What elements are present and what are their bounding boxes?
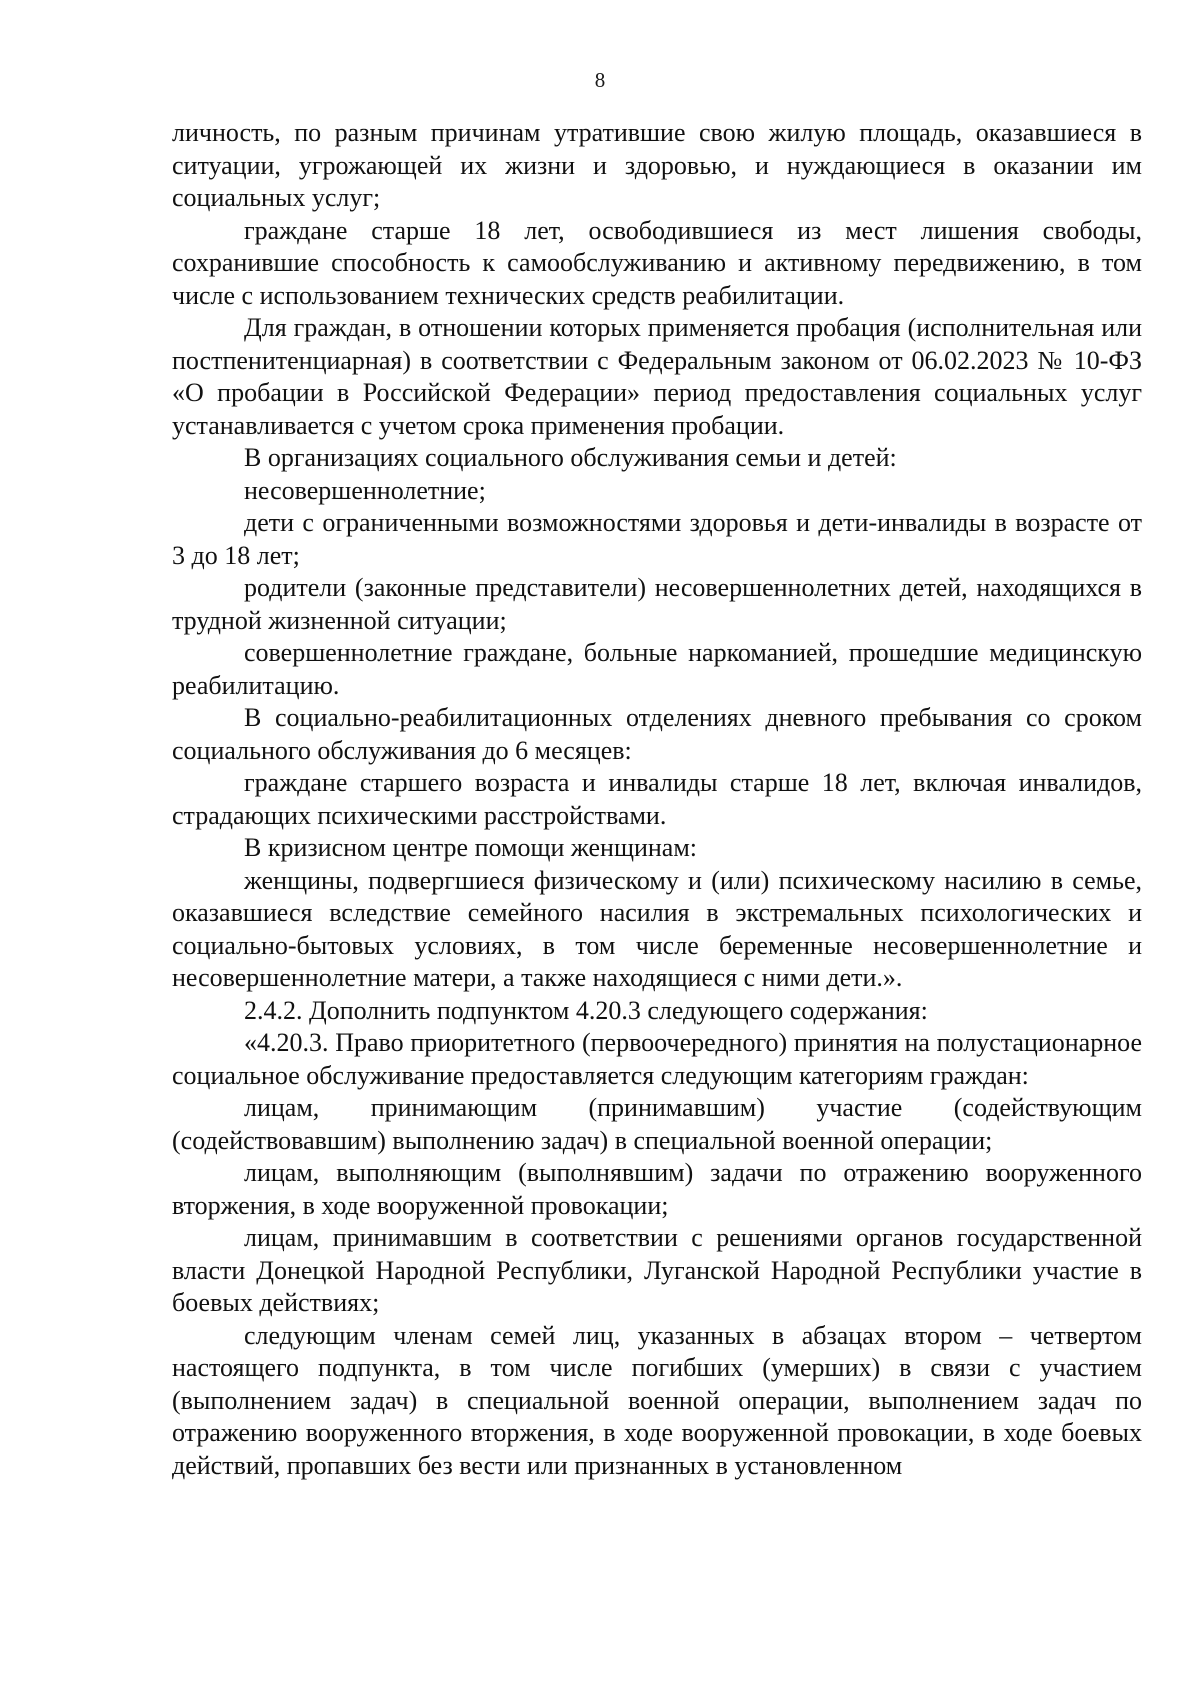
paragraph: В социально-реабилитационных отделениях дневного пребывания со сроком социального обслуживания до 6 месяцев:	[172, 703, 1142, 765]
paragraph: женщины, подвергшиеся физическому и (или) психическому насилию в семье, оказавшиеся вследствие семейного насилия в экстремальных психологических и социально-бытовых условиях, в том числе беременные несовершеннолетние и несовершеннолетние матери, а также находящиеся с ними дети.».	[172, 865, 1142, 992]
paragraph: следующим членам семей лиц, указанных в абзацах втором – четвертом настоящего подпункта, в том числе погибших (умерших) в связи с участием (выполнением задач) в специальной военной операции, выполнением задач по отражению вооруженного вторжения, в ходе вооруженной провокации, в ходе боевых действий, пропавших без вести или признанных в установленном	[172, 1320, 1142, 1480]
paragraph: лицам, принимающим (принимавшим) участие (содействующим (содействовавшим) выполнению задач) в специальной военной операции;	[172, 1093, 1142, 1155]
paragraph: лицам, принимавшим в соответствии с решениями органов государственной власти Донецкой Народной Республики, Луганской Народной Республики участие в боевых действиях;	[172, 1223, 1142, 1317]
document-body	[172, 117, 1142, 1482]
paragraph: В организациях социального обслуживания семьи и детей:	[244, 443, 897, 472]
paragraph: «4.20.3. Право приоритетного (первоочередного) принятия на полустационарное социальное обслуживание предоставляется следующим категориям граждан:	[172, 1028, 1142, 1090]
paragraph: граждане старшего возраста и инвалиды старше 18 лет, включая инвалидов, страдающих психическими расстройствами.	[172, 768, 1142, 830]
paragraph: В кризисном центре помощи женщинам:	[244, 833, 698, 862]
paragraph: дети с ограниченными возможностями здоровья и дети-инвалиды в возрасте от 3 до 18 лет;	[172, 508, 1142, 570]
paragraph: родители (законные представители) несовершеннолетних детей, находящихся в трудной жизненной ситуации;	[172, 573, 1142, 635]
paragraph: 2.4.2. Дополнить подпунктом 4.20.3 следующего содержания:	[244, 995, 928, 1025]
paragraph: несовершеннолетние;	[244, 475, 486, 505]
paragraph: личность, по разным причинам утратившие свою жилую площадь, оказавшиеся в ситуации, угрожающей их жизни и здоровью, и нуждающиеся в оказании им социальных услуг;	[172, 118, 1142, 212]
paragraph: лицам, выполняющим (выполнявшим) задачи по отражению вооруженного вторжения, в ходе вооруженной провокации;	[172, 1158, 1142, 1220]
paragraph: граждане старше 18 лет, освободившиеся из мест лишения свободы, сохранившие способность к самообслуживанию и активному передвижению, в том числе с использованием технических средств реабилитации.	[172, 215, 1142, 310]
paragraph: Для граждан, в отношении которых применяется пробация (исполнительная или постпенитенциарная) в соответствии с Федеральным законом от 06.02.2023 № 10-ФЗ «О пробации в Российской Федерации» период предоставления социальных услуг устанавливается с учетом срока применения пробации.	[172, 313, 1142, 440]
page-number: 8	[594, 68, 606, 92]
paragraph: совершеннолетние граждане, больные наркоманией, прошедшие медицинскую реабилитацию.	[172, 638, 1142, 700]
